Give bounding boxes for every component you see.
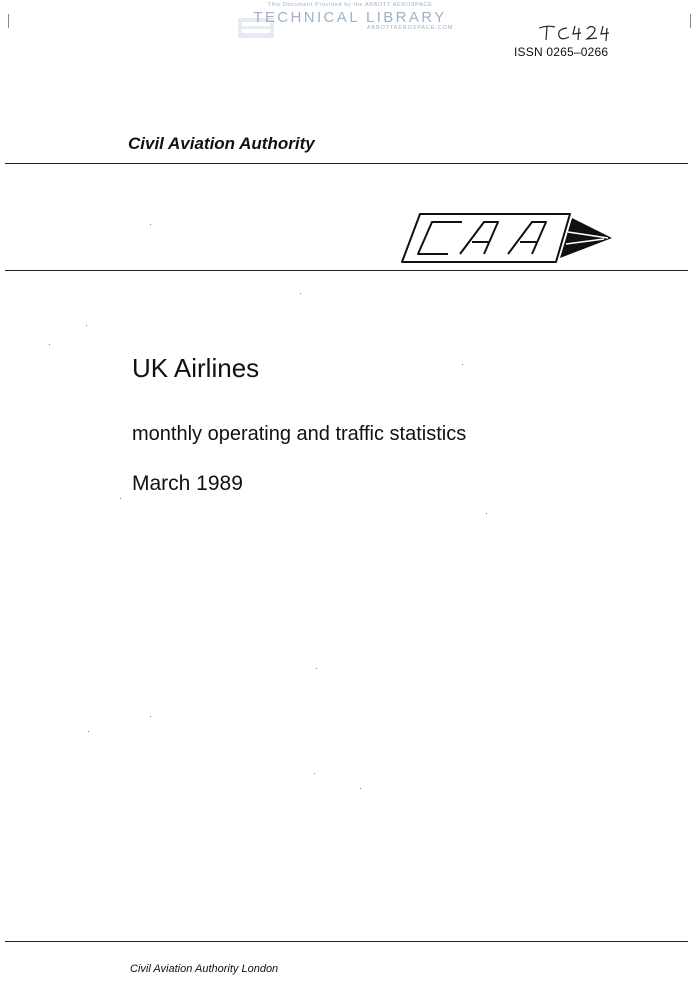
scan-edge-mark: [8, 14, 9, 28]
publisher-name: Civil Aviation Authority: [128, 134, 315, 153]
scan-speck: [49, 344, 50, 345]
footer-publisher: Civil Aviation Authority London: [130, 963, 279, 975]
document-subtitle: monthly operating and traffic statistics: [132, 423, 467, 445]
scan-speck: [88, 731, 89, 732]
scan-speck: [150, 716, 151, 717]
top-rule: [5, 163, 688, 164]
middle-rule: [5, 270, 688, 271]
handwritten-note: [537, 20, 617, 46]
scan-speck: [300, 293, 301, 294]
document-title: UK Airlines: [132, 353, 260, 383]
scan-edge-mark: [690, 14, 691, 28]
watermark-provided-by: This Document Provided by the ABBOTT AEROSPACE: [267, 2, 433, 8]
watermark-library: TECHNICAL LIBRARY: [253, 8, 447, 26]
scan-speck: [314, 773, 315, 774]
bottom-rule: [5, 941, 688, 942]
scan-speck: [86, 325, 87, 326]
caa-arrow-logo-icon: [398, 212, 614, 264]
scan-speck: [486, 513, 487, 514]
scan-speck: [316, 668, 317, 669]
scan-speck: [120, 498, 121, 499]
issn: ISSN 0265–0266: [514, 45, 609, 59]
watermark-url: ABBOTTAEROSPACE.COM: [366, 24, 454, 31]
scan-speck: [150, 224, 151, 225]
document-date: March 1989: [132, 472, 243, 495]
scan-speck: [462, 364, 463, 365]
watermark: [215, 3, 485, 31]
scan-speck: [360, 788, 361, 789]
